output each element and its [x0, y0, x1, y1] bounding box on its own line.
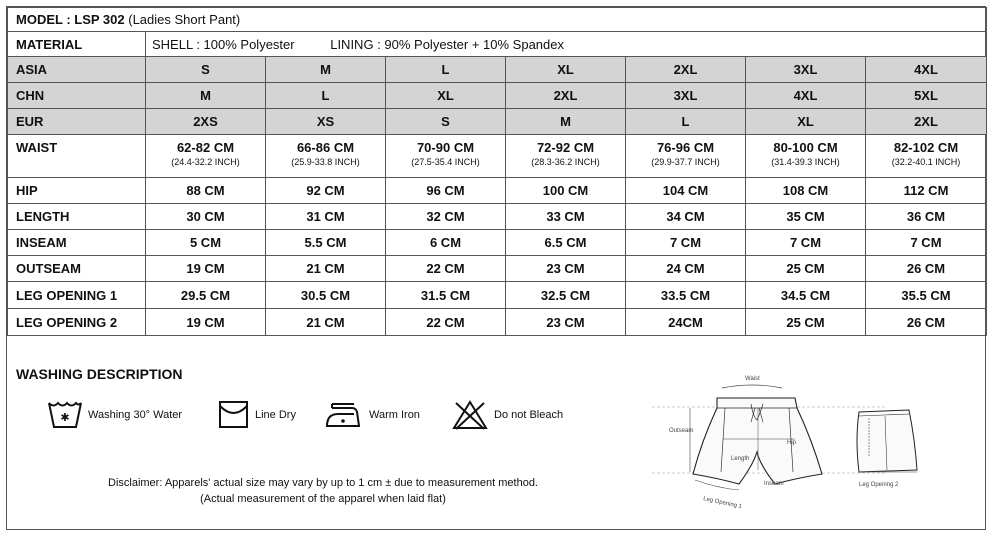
washing-title: WASHING DESCRIPTION — [16, 366, 183, 382]
waist-cm: 70-90 CM — [416, 140, 475, 155]
measure-cell: 31.5 CM — [386, 282, 506, 309]
measure-cell: 34.5 CM — [746, 282, 866, 309]
size-cell: 3XL — [626, 83, 746, 109]
measure-cell: 19 CM — [146, 309, 266, 336]
size-cell: 2XL — [866, 109, 987, 135]
care-item-line-dry — [218, 395, 296, 435]
size-cell: 2XL — [506, 83, 626, 109]
care-item-washing — [47, 395, 182, 435]
size-cell: XL — [506, 57, 626, 83]
row-label: OUTSEAM — [8, 256, 146, 282]
diagram-leg-opening-2-label: Leg Opening 2 — [859, 482, 899, 488]
waist-inch: (32.2-40.1 INCH) — [891, 157, 961, 167]
row-label: ASIA — [8, 57, 146, 83]
measure-cell: 6 CM — [386, 230, 506, 256]
size-cell: L — [386, 57, 506, 83]
size-cell: M — [266, 57, 386, 83]
measure-cell: 96 CM — [386, 178, 506, 204]
size-cell: 2XS — [146, 109, 266, 135]
waist-inch: (27.5-35.4 INCH) — [411, 157, 480, 167]
waist-inch: (31.4-39.3 INCH) — [771, 157, 840, 167]
waist-cell — [386, 135, 506, 178]
waist-cell — [146, 135, 266, 178]
size-cell: S — [386, 109, 506, 135]
measure-cell: 6.5 CM — [506, 230, 626, 256]
measure-cell: 5 CM — [146, 230, 266, 256]
material-lining: LINING : 90% Polyester + 10% Spandex — [330, 36, 564, 52]
measure-cell: 29.5 CM — [146, 282, 266, 309]
measure-cell: 100 CM — [506, 178, 626, 204]
measure-cell: 26 CM — [866, 309, 987, 336]
disclaimer-line-2: (Actual measurement of the apparel when laid flat) — [200, 493, 446, 505]
material-shell: SHELL : 100% Polyester — [152, 36, 295, 52]
size-cell: L — [266, 83, 386, 109]
diagram-inseam-label: Inseam — [764, 481, 784, 487]
waist-cell — [866, 135, 987, 178]
measure-cell: 21 CM — [266, 256, 386, 282]
measure-cell: 30.5 CM — [266, 282, 386, 309]
waist-inch: (29.9-37.7 INCH) — [651, 157, 720, 167]
size-cell: L — [626, 109, 746, 135]
measure-cell: 33 CM — [506, 204, 626, 230]
measure-row-hip — [8, 178, 987, 204]
row-label: LEG OPENING 2 — [8, 309, 146, 336]
waist-cm: 72-92 CM — [536, 140, 595, 155]
care-item-warm-iron — [324, 395, 420, 435]
measure-cell: 24CM — [626, 309, 746, 336]
row-label: INSEAM — [8, 230, 146, 256]
shorts-measurement-diagram — [647, 360, 982, 520]
measure-cell: 23 CM — [506, 256, 626, 282]
waist-cm: 66-86 CM — [296, 140, 355, 155]
size-cell: M — [506, 109, 626, 135]
measure-cell: 88 CM — [146, 178, 266, 204]
size-cell: M — [146, 83, 266, 109]
washing-label: Washing 30° Water — [88, 409, 183, 421]
measure-cell: 7 CM — [866, 230, 987, 256]
diagram-outseam-label: Outseam — [669, 428, 694, 434]
measure-cell: 32 CM — [386, 204, 506, 230]
measure-cell: 36 CM — [866, 204, 987, 230]
size-cell: 4XL — [746, 83, 866, 109]
measure-cell: 7 CM — [746, 230, 866, 256]
measure-cell: 25 CM — [746, 309, 866, 336]
measure-cell: 35.5 CM — [866, 282, 987, 309]
diagram-waist-label: Waist — [745, 376, 760, 382]
model-label: MODEL : LSP 302 — [16, 12, 125, 27]
waist-cell — [746, 135, 866, 178]
size-row-chn — [8, 83, 987, 109]
line-dry-label: Line Dry — [255, 409, 296, 421]
row-label: LEG OPENING 1 — [8, 282, 146, 309]
waist-inch: (28.3-36.2 INCH) — [531, 157, 600, 167]
waist-cm: 80-100 CM — [773, 140, 838, 155]
row-label: LENGTH — [8, 204, 146, 230]
measure-cell: 112 CM — [866, 178, 987, 204]
measure-cell: 21 CM — [266, 309, 386, 336]
measure-cell: 23 CM — [506, 309, 626, 336]
measure-cell: 32.5 CM — [506, 282, 626, 309]
measure-cell: 19 CM — [146, 256, 266, 282]
measure-cell: 24 CM — [626, 256, 746, 282]
washing-30-icon — [47, 399, 83, 431]
size-cell: XL — [386, 83, 506, 109]
measure-cell: 34 CM — [626, 204, 746, 230]
measure-row-waist — [8, 135, 987, 178]
line-dry-icon — [218, 400, 250, 430]
measure-cell: 104 CM — [626, 178, 746, 204]
measure-cell: 35 CM — [746, 204, 866, 230]
front-shorts-shape — [693, 398, 822, 484]
measure-row-outseam — [8, 256, 987, 282]
measure-row-length — [8, 204, 987, 230]
size-cell: XS — [266, 109, 386, 135]
measure-cell: 33.5 CM — [626, 282, 746, 309]
measure-cell: 7 CM — [626, 230, 746, 256]
diagram-length-label: Length — [731, 456, 750, 462]
size-cell: S — [146, 57, 266, 83]
waist-cm: 82-102 CM — [893, 140, 959, 155]
disclaimer — [7, 475, 639, 507]
svg-text:✱: ✱ — [60, 411, 70, 424]
no-bleach-label: Do not Bleach — [494, 409, 564, 421]
measure-row-leg-opening-1 — [8, 282, 987, 309]
measure-row-inseam — [8, 230, 987, 256]
measure-cell: 31 CM — [266, 204, 386, 230]
measure-cell: 22 CM — [386, 256, 506, 282]
warm-iron-icon — [324, 400, 364, 430]
material-cell — [146, 32, 987, 57]
measure-cell: 92 CM — [266, 178, 386, 204]
diagram-hip-label: Hip — [787, 440, 797, 446]
measure-cell: 26 CM — [866, 256, 987, 282]
row-label: WAIST — [8, 135, 146, 178]
measure-cell: 5.5 CM — [266, 230, 386, 256]
do-not-bleach-icon — [451, 399, 489, 431]
waist-inch: (25.9-33.8 INCH) — [291, 157, 360, 167]
side-shorts-shape — [857, 410, 917, 472]
waist-inch: (24.4-32.2 INCH) — [171, 157, 240, 167]
measure-cell: 25 CM — [746, 256, 866, 282]
care-item-no-bleach — [451, 395, 563, 435]
diagram-leg-opening-1-label: Leg Opening 1 — [702, 496, 743, 511]
row-label: HIP — [8, 178, 146, 204]
measure-cell: 108 CM — [746, 178, 866, 204]
warm-iron-label: Warm Iron — [369, 409, 420, 421]
size-chart-table — [7, 7, 987, 336]
waist-cm: 76-96 CM — [656, 140, 715, 155]
material-label: MATERIAL — [8, 32, 146, 57]
measure-cell: 22 CM — [386, 309, 506, 336]
waist-cell — [626, 135, 746, 178]
size-cell: 3XL — [746, 57, 866, 83]
size-cell: 2XL — [626, 57, 746, 83]
size-row-eur — [8, 109, 987, 135]
size-row-asia — [8, 57, 987, 83]
waist-cell — [266, 135, 386, 178]
size-cell: 5XL — [866, 83, 987, 109]
waist-arrow — [722, 385, 782, 388]
waist-cm: 62-82 CM — [176, 140, 235, 155]
disclaimer-line-1: Disclaimer: Apparels' actual size may vary by up to 1 cm ± due to measurement method. — [108, 477, 538, 489]
waist-cell — [506, 135, 626, 178]
size-cell: XL — [746, 109, 866, 135]
row-label: CHN — [8, 83, 146, 109]
size-cell: 4XL — [866, 57, 987, 83]
product-name: (Ladies Short Pant) — [128, 12, 241, 27]
row-label: EUR — [8, 109, 146, 135]
measure-cell: 30 CM — [146, 204, 266, 230]
title-cell — [8, 8, 987, 32]
size-chart-sheet — [6, 6, 986, 530]
measure-row-leg-opening-2 — [8, 309, 987, 336]
